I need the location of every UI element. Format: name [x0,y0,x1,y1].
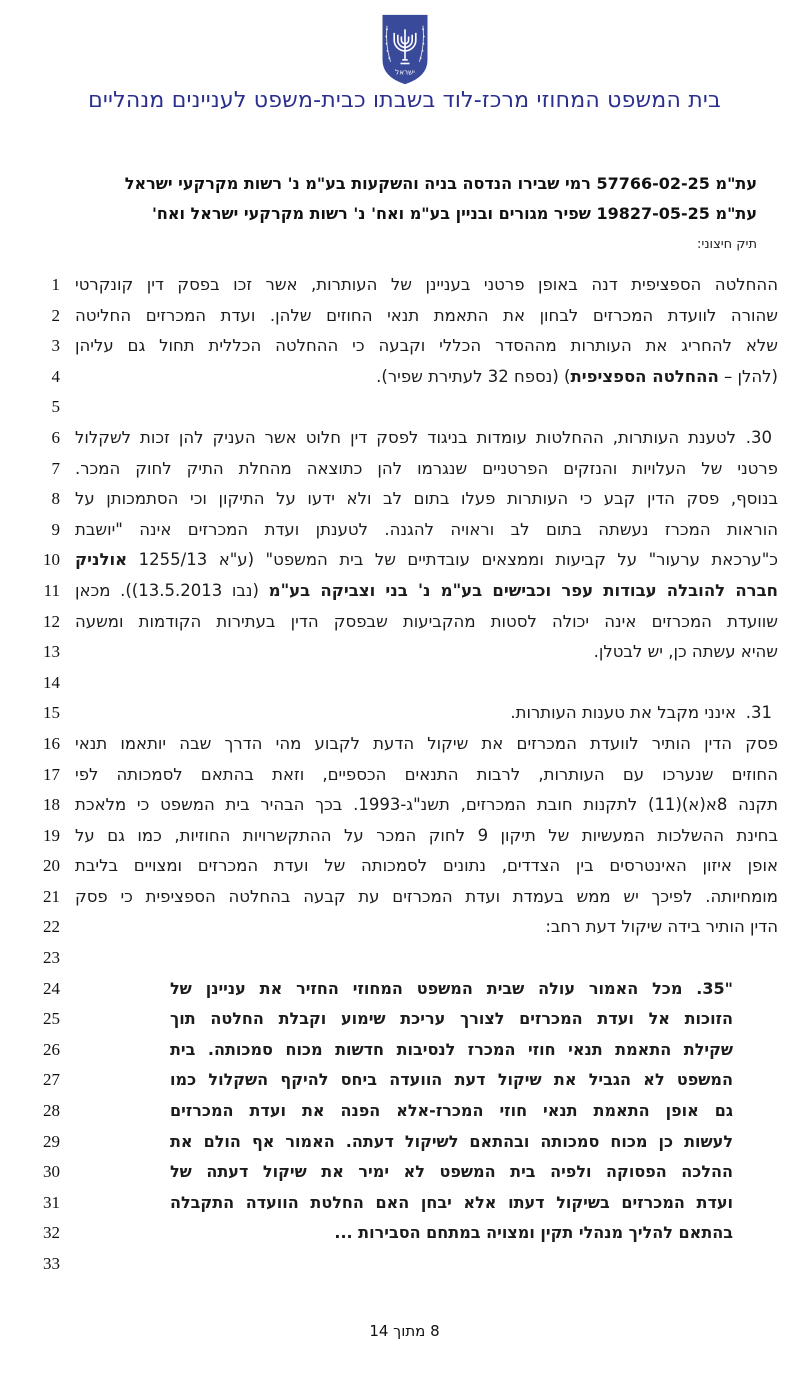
line-number: 26 [43,1039,60,1059]
text-segment: שהיא עשתה כן, יש לבטלן. [593,642,778,662]
line-text [170,974,733,1005]
line-text [170,1096,733,1127]
line-number: 9 [51,519,60,539]
document-line [30,637,778,668]
line-number: 31 [43,1192,60,1212]
document-line [30,331,778,362]
case-caption [40,169,757,229]
text-segment: אינני מקבל את טענות העותרות. [510,703,736,723]
document-line [30,1127,778,1158]
line-text [75,270,778,301]
line-number: 1 [51,275,60,294]
line-text [170,1004,733,1035]
text-segment: ) (נספח 32 לעתירת שפיר). [376,366,571,386]
line-text [75,454,778,485]
line-text [75,637,778,668]
text-segment: פרטני של העלויות והנזקים הפרטניים שנגרמו להן כתוצאה מהחלת התיק לחוק המכר. [75,458,778,478]
line-number: 18 [43,795,60,815]
document-line [30,851,778,882]
line-text [75,515,778,546]
text-segment: "35. מכל האמור עולה שבית המשפט המחוזי החזיר את עניינן של [170,978,733,998]
line-text [75,851,778,882]
document-line [30,515,778,546]
text-segment: לטענת העותרות, ההחלטות עומדות בניגוד לפסק דין חלוט אשר העניק להן זכות לשקלול [75,427,736,447]
text-segment: מומחיותה. לפיכך יש ממש בעמדת ועדת המכרזים עת קבעה בהחלטה הספציפית כי פסק [75,886,778,906]
document-line [30,392,778,423]
line-number: 16 [43,733,60,753]
text-segment: בנוסף, פסק הדין קבע כי העותרות פעלו בתום לב ולא ידעו על התיקון וכי הסתמכותן על [75,489,778,509]
court-name: בית המשפט המחוזי מרכז-לוד בשבתו כבית-משפט לעניינים מנהליים [88,88,721,113]
case-caption-line-2: עת"מ 19827-05-25 שפיר מגורים ובניין בע"מ ואח' נ' רשות מקרקעי ישראל ואח' [151,204,757,223]
line-text [75,607,778,638]
text-segment: שוועדת המכרזים אינה יכולה לסטות מהקביעות שבפסק הדין בעתירות הקודמות ומשעה [75,611,778,631]
text-segment: שהורה לוועדת המכרזים לבחון את התאמת תנאי החוזים שלהן. ועדת המכרזים החליטה [75,305,778,325]
text-segment: ההלכה הפסוקה ולפיה בית המשפט לא ימיר את שיקול דעתה של [170,1162,733,1182]
line-number: 10 [43,550,60,570]
line-text [75,729,778,760]
document-line [30,576,778,607]
document-line [30,423,778,454]
line-number: 15 [43,703,60,723]
line-text [170,1127,733,1158]
document-line [30,1218,778,1249]
document-line [30,1249,778,1280]
text-segment: המשפט לא הגביל את שיקול דעת הוועדה ביחס להיקף השקלול כמו [170,1070,733,1090]
line-text [75,301,778,332]
line-number: 27 [43,1070,60,1090]
text-segment: הוראות המכרז נעשתה בתום לב וראויה להגנה. לטענתן ועדת המכרזים אינה "יושבת [75,519,778,539]
document-line [30,1096,778,1127]
line-text [75,545,778,576]
document-line [30,698,778,729]
document-line [30,668,778,699]
line-number: 3 [51,336,60,356]
paragraph-number: 31. [745,703,772,723]
line-number: 32 [43,1223,60,1243]
line-text [75,882,778,913]
line-number: 4 [51,366,60,386]
line-text [75,821,778,852]
line-text [75,912,778,943]
text-segment: (להלן – [718,366,778,386]
text-segment: בחינת ההשלכות המעשיות של תיקון 9 לחוק המכר על ההתקשרויות החוזיות, כמו גם על [75,825,778,845]
document-line [30,882,778,913]
line-text [75,1249,778,1280]
text-segment: הדין הותיר בידה שיקול דעת רחב: [545,917,778,937]
bold-text-segment: ההחלטה הספציפית [570,366,719,386]
paragraph-number: 30. [745,427,772,447]
line-text [75,790,778,821]
external-case-label: תיק חיצוני: [697,237,757,252]
line-number: 29 [43,1131,60,1151]
document-line [30,607,778,638]
line-number: 19 [43,825,60,845]
line-number: 33 [43,1254,60,1273]
document-line [30,912,778,943]
line-text [75,668,778,699]
document-line [30,362,778,393]
line-number: 8 [51,489,60,509]
document-line [30,943,778,974]
line-text [170,1035,733,1066]
document-line [30,1035,778,1066]
document-line [30,1004,778,1035]
line-number: 14 [43,672,60,692]
page-number: 8 מתוך 14 [369,1322,440,1340]
state-emblem-shield [378,13,432,87]
line-text [170,1157,733,1188]
line-number: 23 [43,948,60,968]
line-number: 11 [43,580,60,600]
document-line [30,974,778,1005]
line-number: 13 [43,642,60,662]
bold-text-segment: אולניק [75,550,128,570]
document-line [30,484,778,515]
document-line [30,1065,778,1096]
line-number: 6 [51,427,60,447]
text-segment: גם אופן התאמת תנאי חוזי המכרז-אלא הפנה את ועדת המכרזים [170,1101,733,1121]
text-segment: שלא להחריג את העותרות מההסדר הכללי וקבעה כי ההחלטה הכללית תחול גם עליהן [75,336,778,356]
israel-emblem-icon [0,13,809,91]
document-line [30,545,778,576]
line-number: 21 [43,886,60,906]
line-text [75,484,778,515]
text-segment: פסק הדין הותיר לוועדת המכרזים את שיקול הדעת לקבוע מהי הדרך שבה יותאמו תנאי [75,733,778,753]
document-line [30,1157,778,1188]
line-number: 2 [51,305,60,325]
line-text [170,1188,733,1219]
bold-text-segment: חברה להובלה עבודות עפר וכבישים בע"מ נ' בני וצביקה בע"מ [268,580,778,600]
line-text [170,1218,733,1249]
line-text [75,698,736,729]
text-segment: ועדת המכרזים בשיקול דעתו אלא יבחן האם החלטת הוועדה התקבלה [170,1192,733,1212]
document-line [30,729,778,760]
line-number: 24 [43,978,60,998]
line-text [75,362,778,393]
line-text [75,331,778,362]
document-line [30,301,778,332]
text-segment: שקילת התאמת תנאי חוזי המכרז לנסיבות חדשות מכוח סמכותה. בית [170,1039,733,1059]
line-text [75,392,778,423]
text-segment: תקנה 8א(א)(11) לתקנות חובת המכרזים, תשנ"ג-1993. בכך הבהיר בית המשפט כי מלאכת [75,795,778,815]
line-number: 25 [43,1009,60,1029]
text-segment: כ"ערכאת ערעור" על קביעות וממצאים עובדתיים של בית המשפט" (ע"א 1255/13 [127,550,778,570]
line-text [75,943,778,974]
text-segment: בהתאם להליך מנהלי תקין ומצויה במתחם הסבירות ... [334,1223,733,1243]
text-segment: החוזים שנערכו עם העותרות, לרבות התנאים הכספיים, וזאת בהתאם לסמכותה לפי [75,764,778,784]
document-line [30,1188,778,1219]
line-number: 7 [51,458,60,478]
document-line [30,760,778,791]
text-segment: לעשות כן מכוח סמכותה ובהתאם לשיקול דעתה. האמור אף הולם את [170,1131,733,1151]
document-body [30,270,778,1280]
line-number: 5 [51,397,60,417]
document-line [30,790,778,821]
text-segment: אופן איזון האינטרסים בין הצדדים, נתונים לסמכותה של ועדת המכרזים ומצויים בליבת [75,856,778,876]
text-segment: ההחלטה הספציפית דנה באופן פרטני בעניינן של העותרות, אשר זכו בפסק דין קונקרטי [75,275,778,294]
case-caption-line-1: עת"מ 57766-02-25 רמי שבירו הנדסה בניה והשקעות בע"מ נ' רשות מקרקעי ישראל [124,174,757,193]
line-text [75,760,778,791]
line-number: 30 [43,1162,60,1182]
line-text [170,1065,733,1096]
line-number: 20 [43,856,60,876]
text-segment: הזוכות אל ועדת המכרזים לצורך עריכת שימוע וקבלת החלטה תוך [170,1009,733,1029]
document-line [30,270,778,301]
document-line [30,821,778,852]
text-segment: (נבו 13.5.2013)). מכאן [75,580,269,600]
line-number: 17 [43,764,60,784]
line-text [75,423,736,454]
line-number: 12 [43,611,60,631]
line-number: 28 [43,1101,60,1121]
emblem-caption: ישראל [394,67,415,77]
line-number: 22 [43,917,60,937]
document-line [30,454,778,485]
line-text [75,576,778,607]
